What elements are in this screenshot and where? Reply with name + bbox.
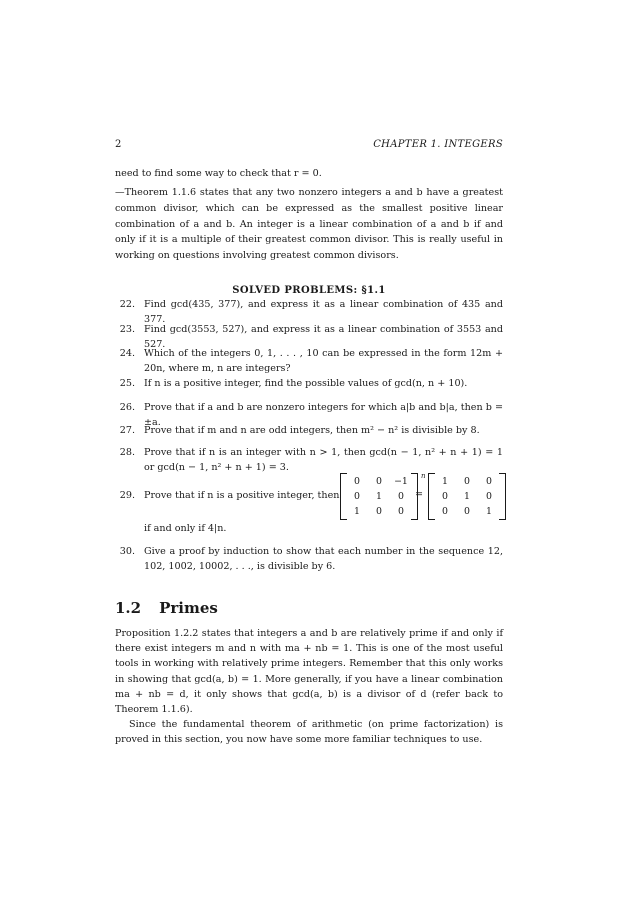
problem-number: 26. (119, 402, 135, 413)
section-paragraph-1: Proposition 1.2.2 states that integers a and b are relatively prime if and only if there exist integers m and n with ma + nb = 1. This is one of the most useful tools in working with relatively prime integers. Remember that this only works in showing that gcd(a, b) = 1. More generally, if you have a linear combination ma + nb = d, it only shows that gcd(a, b) is a divisor of d (refer back to Theorem 1.1.6). (115, 628, 503, 716)
problem-text: Which of the integers 0, 1, . . . , 10 can be expressed in the form 12m + 20n, where m, n are integers? (144, 348, 503, 375)
matrix-cell: 0 (464, 506, 470, 517)
equals-sign: = (415, 489, 424, 500)
matrix-cell: 1 (354, 506, 360, 517)
problem-text: Find gcd(3553, 527), and express it as a linear combination of 3553 and 527. (144, 324, 503, 351)
matrix-cell: 0 (486, 476, 492, 487)
problem-number: 30. (119, 546, 135, 557)
matrix-cell: 0 (464, 476, 470, 487)
matrix-cell: 1 (376, 491, 382, 502)
problem-text: If n is a positive integer, find the possible values of gcd(n, n + 10). (144, 378, 468, 389)
matrix-exponent: n (421, 472, 426, 480)
problem-text: Prove that if a and b are nonzero integers for which a|b and b|a, then b = ±a. (144, 402, 503, 429)
problem-number: 24. (119, 348, 135, 359)
problem-tail-text: if and only if 4|n. (144, 523, 227, 534)
matrix-cell: 0 (398, 491, 404, 502)
page-number: 2 (115, 139, 122, 150)
matrix-cell: 0 (442, 506, 448, 517)
section-title: Primes (159, 599, 218, 617)
problem-number: 27. (119, 425, 135, 436)
intro-paragraph-2: —Theorem 1.1.6 states that any two nonzero integers a and b have a greatest common divisor, which can be expressed as the smallest positive linear combination of a and b. An integer is a linear combination of a and b if and only if it is a multiple of their greatest common divisor. This is really useful in working on questions involving greatest common divisors. (115, 187, 503, 262)
problem-text: Prove that if m and n are odd integers, then m² − n² is divisible by 8. (144, 425, 480, 436)
section-number: 1.2 (115, 599, 142, 617)
problem-number: 22. (119, 299, 135, 310)
problem-number: 29. (119, 490, 135, 501)
problem-number: 25. (119, 378, 135, 389)
section-heading (115, 598, 218, 618)
matrix-cell: 0 (376, 476, 382, 487)
matrix-cell: 1 (464, 491, 470, 502)
problem-text: Give a proof by induction to show that each number in the sequence 12, 102, 1002, 10002, . . ., is divisible by 6. (144, 546, 503, 573)
problem-number: 23. (119, 324, 135, 335)
chapter-title: CHAPTER 1. INTEGERS (373, 139, 503, 150)
problem-number: 28. (119, 447, 135, 458)
problem-text: Prove that if n is a positive integer, then (144, 490, 340, 501)
matrix-cell: 0 (354, 476, 360, 487)
intro-paragraph-1: need to find some way to check that r = 0. (115, 168, 322, 179)
matrix-cell: 0 (442, 491, 448, 502)
matrix-cell: 0 (376, 506, 382, 517)
matrix-cell: 1 (486, 506, 492, 517)
matrix-cell: 0 (354, 491, 360, 502)
matrix-a (340, 473, 418, 520)
identity-matrix (428, 473, 506, 520)
right-bracket (499, 473, 506, 520)
matrix-cell: −1 (394, 476, 408, 487)
section-paragraph-2: Since the fundamental theorem of arithmetic (on prime factorization) is proved in this section, you now have some more familiar techniques to use. (115, 719, 503, 746)
problem-text: Prove that if n is an integer with n > 1, then gcd(n − 1, n² + n + 1) = 1 or gcd(n − 1, n² + n + 1) = 3. (144, 447, 503, 474)
matrix-cell: 0 (486, 491, 492, 502)
matrix-cell: 1 (442, 476, 448, 487)
section-body (115, 626, 503, 748)
page-header (115, 138, 503, 152)
solved-problems-heading: SOLVED PROBLEMS: §1.1 (232, 285, 386, 296)
matrix-cell: 0 (398, 506, 404, 517)
problem-text: Find gcd(435, 377), and express it as a linear combination of 435 and 377. (144, 299, 503, 326)
